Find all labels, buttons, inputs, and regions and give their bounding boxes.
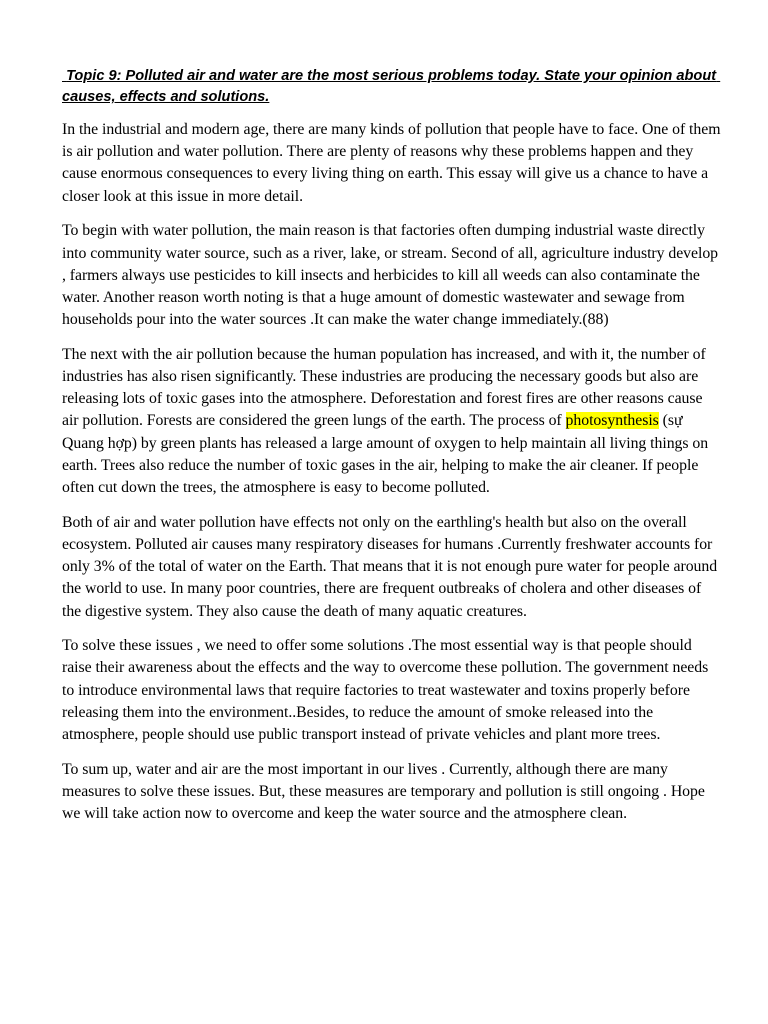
topic-heading: Topic 9: Polluted air and water are the most serious problems today. State your opinion about causes, effects and solutions.: [62, 68, 721, 105]
water-pollution-causes-paragraph: To begin with water pollution, the main reason is that factories often dumping industrial waste directly into community water source, such as a river, lake, or stream. Second of all, agriculture industry develop , farmers always use pesticides to kill insects and herbicides to kill all weeds can also contaminate the water. Another reason worth noting is that a huge amount of domestic wastewater and sewage from households pour into the water sources .It can make the water change immediately.(88): [62, 222, 719, 329]
paragraph-text-after: (sự Quang hợp) by green plants has released a large amount of oxygen to help maintain all living things on earth. Trees also reduce the number of toxic gases in the air, helping to make the air cleaner. If people often cut down the trees, the atmosphere is easy to become polluted.: [62, 412, 709, 497]
air-pollution-causes-paragraph: [62, 344, 722, 499]
document-page: [62, 66, 722, 838]
highlighted-word: photosynthesis: [565, 412, 659, 430]
paragraph-text-before: The next with the air pollution because the human population has increased, and with it, the number of industries has also risen significantly. These industries are producing the necessary goods but also are releasing lots of toxic gases into the atmosphere. Deforestation and forest fires are other reasons cause air pollution. Forests are considered the green lungs of the earth. The process of: [62, 345, 706, 430]
effects-paragraph: Both of air and water pollution have effects not only on the earthling's health but also on the overall ecosystem. Polluted air causes many respiratory diseases for humans .Currently freshwater accounts for only 3% of the total of water on the Earth. That means that it is not enough pure water for people around the world to use. In many poor countries, there are frequent outbreaks of cholera and other diseases of the digestive system. They also cause the death of many aquatic creatures.: [62, 513, 718, 620]
intro-paragraph: In the industrial and modern age, there are many kinds of pollution that people have to face. One of them is air pollution and water pollution. There are plenty of reasons why these problems happen and they cause enormous consequences to every living thing on earth. This essay will give us a chance to have a closer look at this issue in more detail.: [62, 121, 721, 205]
solutions-paragraph: To solve these issues , we need to offer some solutions .The most essential way is that people should raise their awareness about the effects and the way to overcome these pollution. The government needs to introduce environmental laws that require factories to treat wastewater and toxins properly before releasing them into the environment..Besides, to reduce the amount of smoke released into the atmosphere, people should use public transport instead of private vehicles and plant more trees.: [62, 637, 709, 744]
conclusion-paragraph: To sum up, water and air are the most important in our lives . Currently, although there are many measures to solve these issues. But, these measures are temporary and pollution is still ongoing . Hope we will take action now to overcome and keep the water source and the atmosphere clean.: [62, 760, 705, 823]
